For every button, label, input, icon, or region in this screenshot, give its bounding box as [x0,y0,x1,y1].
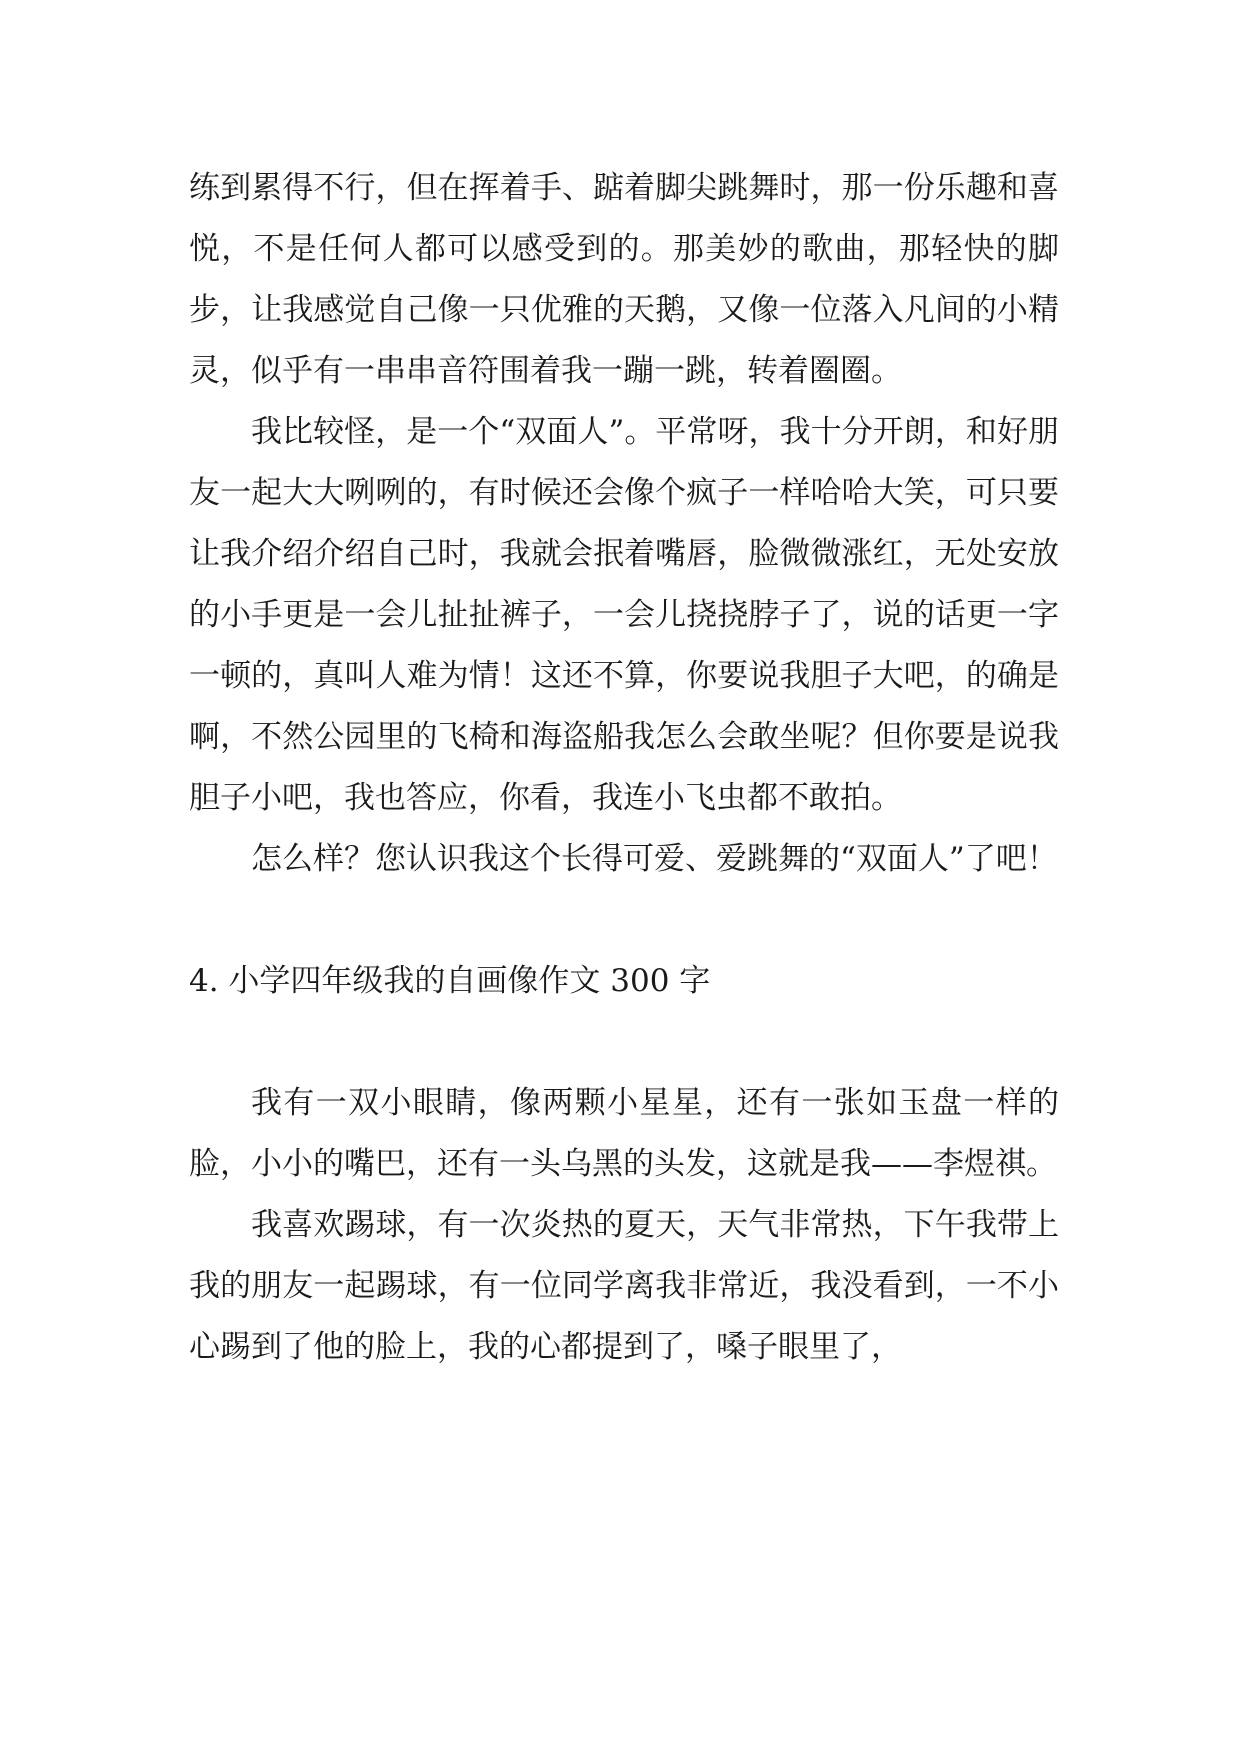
paragraph-appearance: 我有一双小眼睛，像两颗小星星，还有一张如玉盘一样的脸，小小的嘴巴，还有一头乌黑的头发，这就是我——李煜祺。 [189,1085,1059,1182]
document-body [189,158,1059,1378]
paragraph-football: 我喜欢踢球，有一次炎热的夏天，天气非常热，下午我带上我的朋友一起踢球，有一位同学离我非常近，我没看到，一不小心踢到了他的脸上，我的心都提到了，嗓子眼里了， [189,1207,1059,1365]
paragraph-dance-joy: 练到累得不行，但在挥着手、踮着脚尖跳舞时，那一份乐趣和喜悦，不是任何人都可以感受到的。那美妙的歌曲，那轻快的脚步，让我感觉自己像一只优雅的天鹅，又像一位落入凡间的小精灵，似乎有一串串音符围着我一蹦一跳，转着圈圈。 [189,170,1059,389]
paragraph-conclusion: 怎么样？您认识我这个长得可爱、爱跳舞的“双面人”了吧！ [251,841,1058,877]
section-title: 4. 小学四年级我的自画像作文 300 字 [189,963,711,999]
paragraph-two-faced: 我比较怪，是一个“双面人”。平常呀，我十分开朗，和好朋友一起大大咧咧的，有时候还会像个疯子一样哈哈大笑，可只要让我介绍介绍自己时，我就会抿着嘴唇，脸微微涨红，无处安放的小手更是一会儿扯扯裤子，一会儿挠挠脖子了，说的话更一字一顿的，真叫人难为情！这还不算，你要说我胆子大吧，的确是啊，不然公园里的飞椅和海盗船我怎么会敢坐呢？但你要是说我胆子小吧，我也答应，你看，我连小飞虫都不敢拍。 [189,414,1059,816]
